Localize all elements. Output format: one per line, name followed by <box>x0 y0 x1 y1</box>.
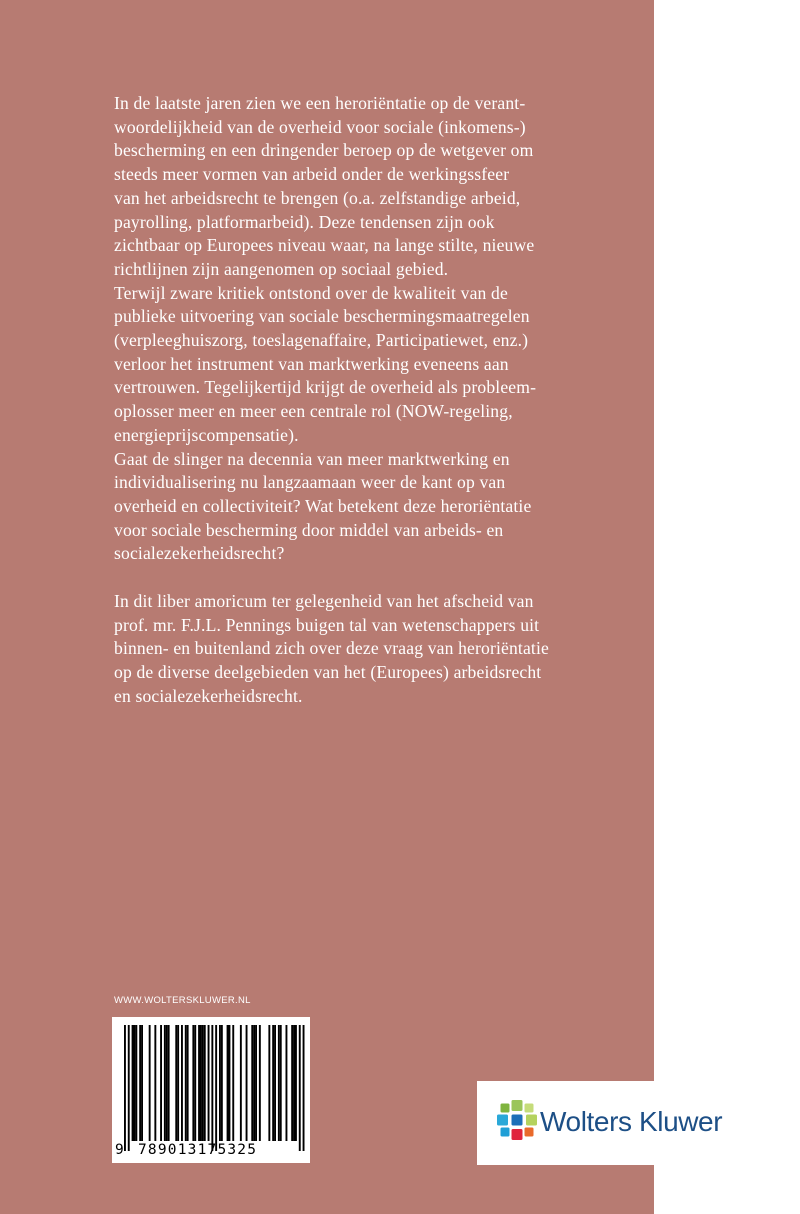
blurb-line: woordelijkheid van de overheid voor sociale (inkomens-) <box>114 116 526 137</box>
barcode-bar <box>272 1025 274 1141</box>
barcode-bar <box>200 1025 202 1141</box>
barcode-bar <box>124 1025 126 1151</box>
blurb-line: op de diverse deelgebieden van het (Europees) arbeidsrecht <box>114 662 542 683</box>
barcode-bar <box>291 1025 293 1141</box>
barcode-number <box>112 1142 310 1162</box>
barcode-bar <box>286 1025 288 1141</box>
barcode-bar <box>154 1025 156 1141</box>
barcode-bar <box>211 1025 213 1151</box>
barcode-bar <box>177 1025 179 1141</box>
blurb-text <box>114 92 614 709</box>
barcode-bar <box>253 1025 255 1141</box>
barcode-bar <box>166 1025 168 1141</box>
barcode-bar <box>227 1025 229 1141</box>
blurb-line: oplosser meer en meer een centrale rol (NOW-regeling, <box>114 401 513 422</box>
barcode-bar <box>139 1025 141 1141</box>
barcode-bar <box>299 1025 301 1151</box>
blurb-line: individualisering nu langzaamaan weer de kant op van <box>114 472 506 493</box>
barcode-bar <box>232 1025 234 1141</box>
barcode-bar <box>198 1025 200 1141</box>
blurb-line: vertrouwen. Tegelijkertijd krijgt de overheid als probleem- <box>114 377 537 398</box>
barcode-bar <box>168 1025 170 1141</box>
barcode-bar <box>251 1025 253 1141</box>
blurb-line: In de laatste jaren zien we een heroriëntatie op de verant- <box>114 93 526 113</box>
blurb-line: zichtbaar op Europees niveau waar, na lange stilte, nieuwe <box>114 235 535 256</box>
blurb-paragraph-1 <box>114 92 614 566</box>
blurb-line: (verpleeghuiszorg, toeslagenaffaire, Participatiewet, enz.) <box>114 330 529 351</box>
blurb-line: bescherming en een dringender beroep op de wetgever om <box>114 140 534 161</box>
barcode-bar <box>135 1025 137 1141</box>
barcode-bar <box>229 1025 231 1141</box>
barcode-bar <box>187 1025 189 1141</box>
blurb-line: verloor het instrument van marktwerking eveneens aan <box>114 353 509 374</box>
barcode-bar <box>141 1025 143 1141</box>
barcode-bar <box>303 1025 305 1151</box>
publisher-name: Wolters Kluwer <box>540 1106 723 1137</box>
barcode-bar <box>134 1025 136 1141</box>
barcode-bar <box>128 1025 130 1151</box>
barcode-bar <box>274 1025 276 1141</box>
barcode-bar <box>175 1025 177 1141</box>
blurb-paragraph-2 <box>114 590 614 709</box>
barcode-bar <box>132 1025 134 1141</box>
barcode-bar <box>192 1025 194 1141</box>
barcode-bar <box>219 1025 221 1141</box>
barcode-bar <box>202 1025 204 1141</box>
blurb-line: steeds meer vormen van arbeid onder de werkingssfeer <box>114 164 510 185</box>
blurb-line: In dit liber amoricum ter gelegenheid van het afscheid van <box>114 591 534 612</box>
barcode-bar <box>255 1025 257 1141</box>
blurb-line: Terwijl zware kritiek ontstond over de kwaliteit van de <box>114 282 508 303</box>
blurb-line: overheid en collectiviteit? Wat betekent deze heroriëntatie <box>114 495 532 516</box>
barcode-bar <box>204 1025 206 1141</box>
barcode-bar <box>268 1025 270 1141</box>
barcode-bar <box>215 1025 217 1151</box>
website-url: WWW.WOLTERSKLUWER.NL <box>114 995 251 1006</box>
barcode-bar <box>280 1025 282 1141</box>
barcode-bar <box>295 1025 297 1141</box>
blurb-line: socialezekerheidsrecht? <box>114 543 285 564</box>
blurb-line: richtlijnen zijn aangenomen op sociaal gebied. <box>114 258 449 279</box>
blurb-line: publieke uitvoering van sociale beschermingsmaatregelen <box>114 306 530 327</box>
barcode-bar <box>293 1025 295 1141</box>
blurb-line: voor sociale bescherming door middel van arbeids- en <box>114 519 504 540</box>
barcode-bar <box>160 1025 162 1141</box>
blurb-line: energieprijscompensatie). <box>114 424 299 445</box>
barcode-bar <box>149 1025 151 1141</box>
blurb-line: binnen- en buitenland zich over deze vraag van heroriëntatie <box>114 638 549 659</box>
barcode-bar <box>194 1025 196 1141</box>
publisher-logo <box>477 1081 759 1165</box>
isbn-barcode <box>112 1017 310 1163</box>
barcode-bar <box>240 1025 242 1141</box>
barcode-lead-digit: 9 <box>115 1142 124 1158</box>
barcode-bar <box>221 1025 223 1141</box>
barcode-bar <box>208 1025 210 1141</box>
blurb-line: en socialezekerheidsrecht. <box>114 685 303 706</box>
blurb-line: Gaat de slinger na decennia van meer marktwerking en <box>114 448 510 469</box>
barcode-bar <box>278 1025 280 1141</box>
blurb-line: payrolling, platformarbeid). Deze tendensen zijn ook <box>114 211 495 232</box>
barcode-digits: 789013175325 <box>138 1142 258 1158</box>
barcode-bar <box>185 1025 187 1141</box>
blurb-line: van het arbeidsrecht te brengen (o.a. zelfstandige arbeid, <box>114 187 521 208</box>
blurb-line: prof. mr. F.J.L. Pennings buigen tal van wetenschappers uit <box>114 614 540 635</box>
barcode-bar <box>246 1025 248 1141</box>
barcode-bar <box>259 1025 261 1141</box>
wolters-kluwer-logo-icon <box>497 1100 537 1140</box>
paragraph-spacer <box>114 566 614 590</box>
barcode-bar <box>181 1025 183 1141</box>
barcode-bar <box>164 1025 166 1141</box>
